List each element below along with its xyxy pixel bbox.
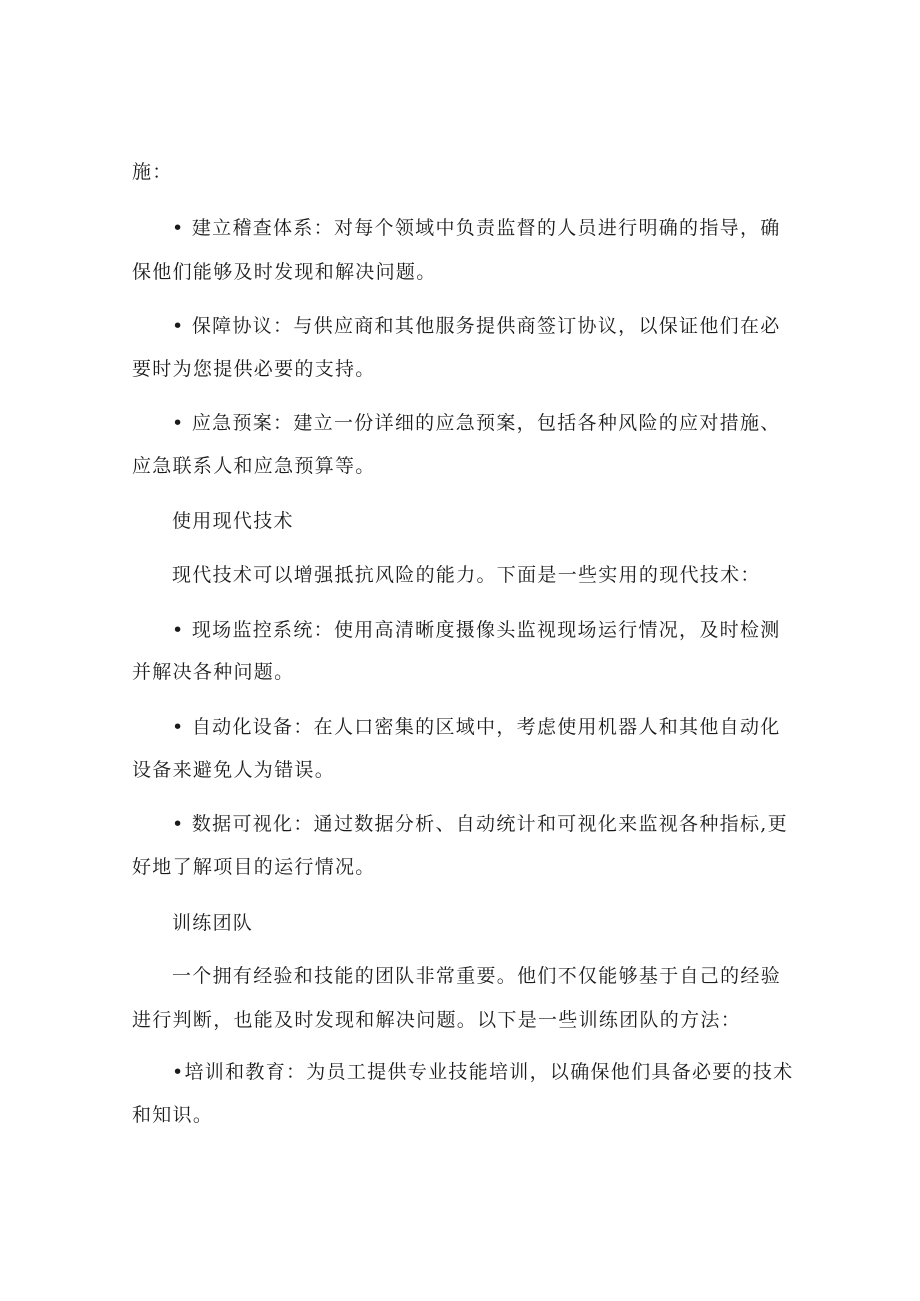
section-heading: 训练团队 — [172, 912, 254, 934]
bullet-item-line: • 保障协议：与供应商和其他服务提供商签订协议，以保证他们在必 — [172, 315, 781, 337]
bullet-item-line: • 现场监控系统：使用高清晰度摄像头监视现场运行情况，及时检测 — [172, 619, 781, 641]
bullet-item-line: • 数据可视化：通过数据分析、自动统计和可视化来监视各种指标,更 — [172, 813, 788, 835]
bullet-item-line: • 应急预案：建立一份详细的应急预案，包括各种风险的应对措施、 — [172, 412, 781, 434]
text-line: 施： — [132, 161, 173, 183]
bullet-item-line: 设备来避免人为错误。 — [132, 759, 336, 781]
section-heading: 使用现代技术 — [172, 510, 294, 532]
bullet-item-line: 应急联系人和应急预算等。 — [132, 455, 376, 477]
paragraph-line: 一个拥有经验和技能的团队非常重要。他们不仅能够基于自己的经验 — [172, 965, 782, 987]
paragraph-line: 现代技术可以增强抵抗风险的能力。下面是一些实用的现代技术： — [172, 564, 761, 586]
bullet-item-line: •培训和教育：为员工提供专业技能培训，以确保他们具备必要的技术 — [172, 1061, 794, 1083]
bullet-item-line: 并解决各种问题。 — [132, 661, 295, 683]
bullet-item-line: 要时为您提供必要的支持。 — [132, 358, 376, 380]
bullet-item-line: 和知识。 — [132, 1104, 214, 1126]
paragraph-line: 进行判断，也能及时发现和解决问题。以下是一些训练团队的方法： — [132, 1009, 742, 1031]
bullet-item-line: 好地了解项目的运行情况。 — [132, 856, 376, 878]
bullet-item-line: • 自动化设备：在人口密集的区域中，考虑使用机器人和其他自动化 — [172, 716, 781, 738]
bullet-item-line: • 建立稽查体系：对每个领域中负责监督的人员进行明确的指导，确 — [172, 217, 781, 239]
bullet-item-line: 保他们能够及时发现和解决问题。 — [132, 261, 437, 283]
